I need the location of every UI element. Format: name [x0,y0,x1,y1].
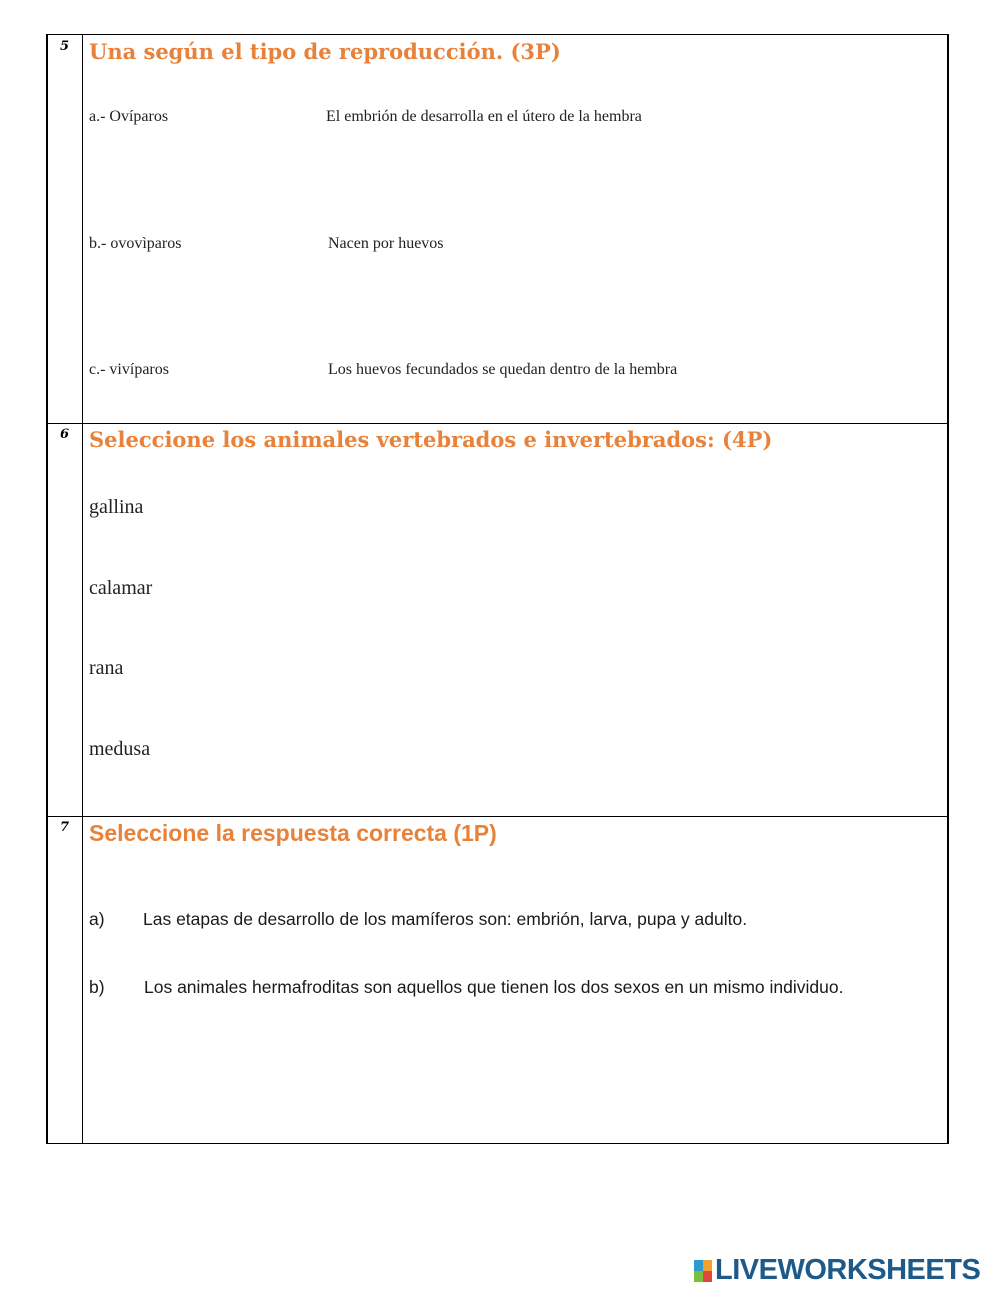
question-number: 7 [60,820,70,835]
question-number-cell [48,423,83,816]
question-number: 6 [60,427,70,442]
question-6-row [48,423,947,817]
match-right-item[interactable]: Nacen por huevos [328,235,444,252]
question-number: 5 [60,39,70,54]
liveworksheets-logo [694,1254,980,1287]
animal-option[interactable]: gallina [89,496,144,518]
worksheet-table [46,34,949,1144]
match-left-item[interactable]: c.- vivíparos [89,361,169,378]
match-right-item[interactable]: Los huevos fecundados se quedan dentro de la hembra [328,361,678,378]
question-number-cell [48,35,83,423]
animal-option[interactable]: calamar [89,577,153,599]
match-left-item[interactable]: a.- Ovíparos [89,108,169,125]
logo-text: LIVEWORKSHEETS [715,1254,981,1286]
match-right-item[interactable]: El embrión de desarrolla en el útero de la hembra [326,108,642,125]
answer-option-letter: b) [89,977,105,997]
animal-option[interactable]: rana [89,657,124,679]
answer-option[interactable]: Los animales hermafroditas son aquellos que tienen los dos sexos en un mismo individuo. [144,977,844,997]
question-5-row [48,35,947,424]
answer-option[interactable]: Las etapas de desarrollo de los mamíferos son: embrión, larva, pupa y adulto. [143,909,748,929]
question-7-row [48,816,947,1143]
match-left-item[interactable]: b.- ovovìparos [89,235,182,252]
question-title: Seleccione la respuesta correcta (1P) [89,820,497,846]
question-number-cell [48,816,83,1143]
question-title: Una según el tipo de reproducción. (3P) [89,39,561,64]
answer-option-letter: a) [89,909,105,929]
animal-option[interactable]: medusa [89,738,151,760]
liveworksheets-logo-icon [694,1260,712,1282]
question-title: Seleccione los animales vertebrados e invertebrados: (4P) [89,427,773,452]
